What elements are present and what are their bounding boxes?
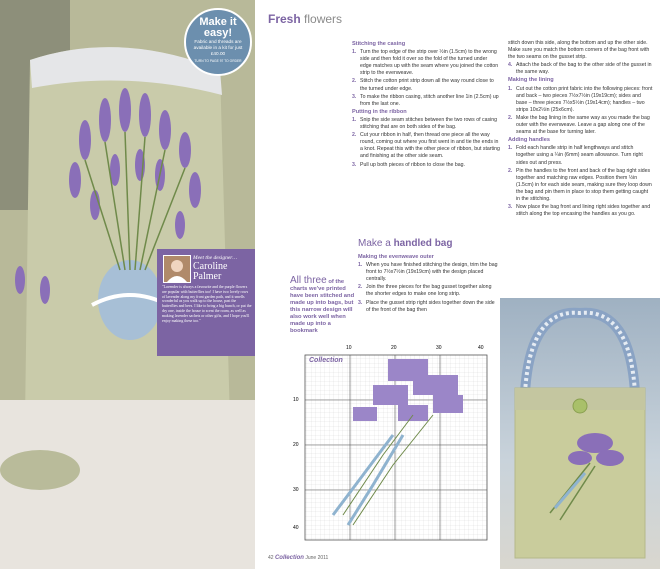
section-topic: flowers bbox=[304, 12, 343, 26]
handled-title: handled bag bbox=[393, 238, 453, 249]
step bbox=[508, 145, 653, 166]
step-text: Place the gusset strip right sides together down the side of the front of the bag then bbox=[366, 299, 495, 313]
sidebar-caption bbox=[290, 277, 356, 335]
section-header bbox=[268, 12, 342, 26]
step-text: Cut your ribbon in half, then thread one piece all the way round, coming out where you first went in and tie the ends in a knot. Repeat this with the other piece of ribbon, but starting and finishing at the other side seam. bbox=[360, 132, 500, 160]
designer-quote: "Lavender is always a favourite and the purple flowers are popular with butterflies too! I have two lovely rows of lavender along my front garden path, and it smells wonderful as you walk up to the house, past the butterflies and bees. I like to bring a big bunch, or put the dry one, inside the house to scent the room, as well as making lavender sachets or other gifts, and I hope you'll enjoy making these too." bbox=[162, 285, 252, 323]
step bbox=[352, 49, 500, 77]
handled-lead: Make a bbox=[358, 238, 391, 249]
step-text: Turn the top edge of the strip over ½in (1.5cm) to the wrong side and then fold it over so the fold of the turned under edge matches up with the seam where you joined the cotton strip to the evenweave. bbox=[360, 49, 499, 77]
chart-brand: Collection bbox=[309, 357, 343, 364]
step-number: 3. bbox=[358, 299, 363, 306]
badge-text: Fabric and threads are available in a kit for just £40.00 bbox=[193, 39, 243, 56]
step-number: 2. bbox=[352, 78, 357, 85]
step-number: 3. bbox=[508, 204, 513, 211]
footer-issue: June 2011 bbox=[305, 555, 329, 561]
step-number: 2. bbox=[352, 132, 357, 139]
chart-left-label: 40 bbox=[293, 525, 299, 531]
step-number: 3. bbox=[352, 161, 357, 168]
step bbox=[508, 86, 653, 114]
designer-avatar bbox=[163, 255, 191, 283]
step-text: Join the three pieces for the bag gusset together along the shorter edges to make one long strip. bbox=[366, 284, 492, 298]
step-text: Cut out the cotton print fabric into the following pieces: front and back – two pieces 7½x7½in (19x19cm); sides and base – three pieces 7½x5½in (19x14cm); handles – two strips 10x2½in (25x6cm). bbox=[516, 85, 653, 113]
heading-stitching-casing: Stitching the casing bbox=[352, 41, 406, 47]
step bbox=[352, 94, 500, 108]
step bbox=[352, 117, 500, 131]
step bbox=[352, 162, 500, 169]
step-number: 1. bbox=[508, 85, 513, 92]
instructions-column-2 bbox=[508, 40, 653, 219]
step bbox=[508, 168, 653, 203]
step-text: Make the bag lining in the same way as you made the bag outer with the evenweave. Leave a gap along one of the seams at the base for turning later. bbox=[516, 114, 650, 136]
step-number: 1. bbox=[508, 145, 513, 152]
section-word: Fresh bbox=[268, 12, 301, 26]
footer-brand: Collection bbox=[274, 555, 304, 561]
step bbox=[508, 62, 653, 76]
cross-stitch-chart bbox=[293, 345, 491, 545]
continued-text: stitch down this side, along the bottom and up the other side. Make sure you match the bottom corners of the bag front with the two seams on the gusset strip. bbox=[508, 40, 650, 61]
step-number: 1. bbox=[352, 116, 357, 123]
step-number: 3. bbox=[352, 93, 357, 100]
chart-left-label: 10 bbox=[293, 397, 299, 403]
designer-portrait-icon bbox=[164, 256, 190, 282]
step bbox=[358, 262, 500, 283]
step-number: 2. bbox=[508, 114, 513, 121]
step-text: Attach the back of the bag to the other side of the gusset in the same way. bbox=[516, 62, 652, 76]
page-footer bbox=[268, 555, 328, 561]
caption-text: of the charts we've printed have been stitched and made up into bags, but this narrow design will also work well when made up into a bookmark bbox=[290, 279, 355, 334]
make-it-easy-badge[interactable] bbox=[184, 8, 252, 76]
step-number: 2. bbox=[358, 284, 363, 291]
caption-lead: All three bbox=[290, 275, 327, 286]
badge-title: Make it easy! bbox=[199, 16, 237, 39]
handled-bag-photo bbox=[500, 298, 660, 569]
step bbox=[352, 78, 500, 92]
step bbox=[358, 284, 500, 298]
handled-bag-heading bbox=[358, 238, 452, 249]
step-text: Fold each handle strip in half lengthways and stitch together using a ¼in (6mm) seam allowance. Turn right sides out and press. bbox=[516, 145, 643, 166]
step-number: 2. bbox=[508, 167, 513, 174]
heading-adding-handles: Adding handles bbox=[508, 137, 550, 144]
chart-top-label: 40 bbox=[478, 345, 484, 351]
heading-evenweave-outer: Making the evenweave outer bbox=[358, 254, 434, 260]
step-number: 1. bbox=[352, 49, 357, 56]
designer-meet: Meet the designer… bbox=[193, 255, 238, 261]
step-text: To make the ribbon casing, stitch another line 1in (2.5cm) up from the last one. bbox=[360, 93, 499, 107]
designer-name: Caroline Palmer bbox=[193, 261, 228, 282]
step bbox=[508, 204, 653, 218]
chart-left-label: 20 bbox=[293, 442, 299, 448]
instructions-column-1 bbox=[352, 40, 500, 170]
step-text: Snip the side seam stitches between the two rows of casing stitching that are on both sides of the bag. bbox=[360, 116, 497, 131]
step-number: 4. bbox=[508, 62, 513, 69]
chart-top-label: 20 bbox=[391, 345, 397, 351]
instructions-column-3 bbox=[358, 253, 500, 315]
step-text: When you have finished stitching the design, trim the bag front to 7½x7½in (19x19cm) with the design placed centrally. bbox=[366, 262, 498, 283]
step-text: Pull up both pieces of ribbon to close the bag. bbox=[360, 161, 465, 168]
step bbox=[352, 132, 500, 160]
step-number: 1. bbox=[358, 262, 363, 269]
step-text: Stitch the cotton print strip down all the way round close to the turned under edge. bbox=[360, 78, 494, 92]
designer-panel bbox=[157, 249, 255, 356]
chart-left-label: 30 bbox=[293, 487, 299, 493]
step bbox=[358, 300, 500, 314]
chart-top-label: 10 bbox=[346, 345, 352, 351]
step-text: Now place the bag front and lining right sides together and stitch along the top encasing the handles as you go. bbox=[516, 204, 651, 218]
badge-small: TURN TO PAGE 97 TO ORDER bbox=[194, 59, 242, 63]
handled-bag-illustration bbox=[500, 298, 660, 569]
page-number: 42 bbox=[268, 555, 274, 561]
step-text: Pin the handles to the front and back of the bag right sides together and matching raw edges. Position them ½in (1.5cm) in for each side seam, making sure they loop down the bag and pin them in place to stop them getting caught in the stitching. bbox=[516, 167, 652, 202]
step bbox=[508, 115, 653, 136]
chart-top-label: 30 bbox=[436, 345, 442, 351]
heading-making-lining: Making the lining bbox=[508, 77, 554, 84]
chart-grid bbox=[293, 345, 491, 545]
heading-putting-ribbon: Putting in the ribbon bbox=[352, 108, 407, 115]
